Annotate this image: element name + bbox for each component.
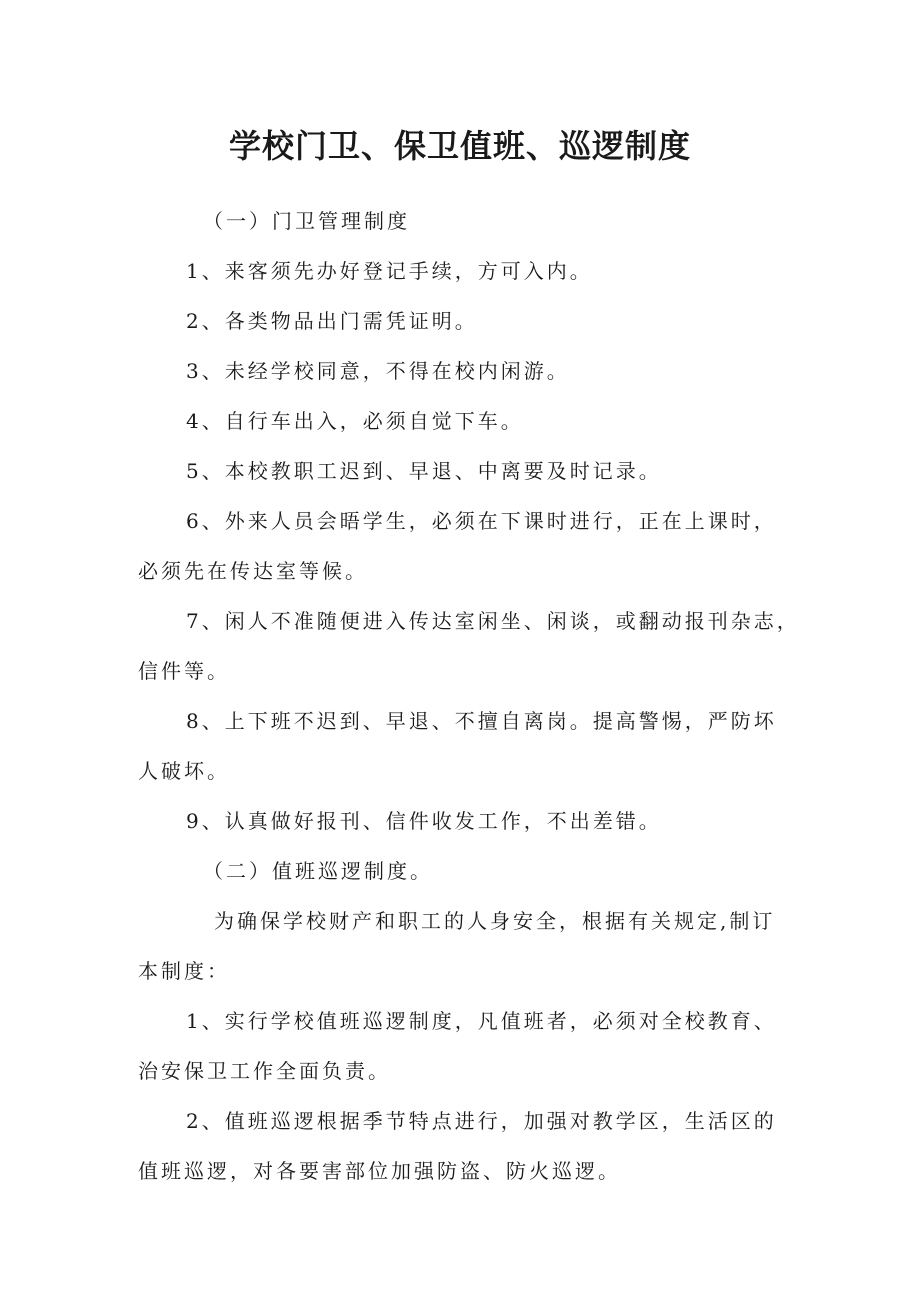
rule-item: 8、上下班不迟到、早退、不擅自离岗。提高警惕，严防坏: [186, 709, 777, 733]
rule-item: 3、未经学校同意，不得在校内闲游。: [186, 359, 570, 383]
section-heading: （二）值班巡逻制度。: [203, 859, 433, 883]
rule-item-continuation: 人破坏。: [138, 759, 230, 783]
section-heading: （一）门卫管理制度: [203, 209, 410, 233]
intro-paragraph: 为确保学校财产和职工的人身安全，根据有关规定,制订: [214, 909, 776, 933]
rule-item-continuation: 信件等。: [138, 659, 230, 683]
document-title: 学校门卫、保卫值班、巡逻制度: [228, 127, 691, 165]
rule-item: 1、实行学校值班巡逻制度，凡值班者，必须对全校教育、: [186, 1009, 777, 1033]
rule-item: 7、闲人不准随便进入传达室闲坐、闲谈，或翻动报刊杂志，: [186, 609, 800, 633]
rule-item: 2、各类物品出门需凭证明。: [186, 309, 478, 333]
rule-item: 4、自行车出入，必须自觉下车。: [186, 409, 524, 433]
rule-item-continuation: 值班巡逻，对各要害部位加强防盗、防火巡逻。: [138, 1159, 621, 1183]
rule-item: 1、来客须先办好登记手续，方可入内。: [186, 259, 593, 283]
rule-item: 5、本校教职工迟到、早退、中离要及时记录。: [186, 459, 662, 483]
rule-item: 9、认真做好报刊、信件收发工作，不出差错。: [186, 809, 662, 833]
rule-item: 6、外来人员会晤学生，必须在下课时进行，正在上课时，: [186, 509, 777, 533]
rule-item-continuation: 治安保卫工作全面负责。: [138, 1059, 391, 1083]
rule-item: 2、值班巡逻根据季节特点进行，加强对教学区，生活区的: [186, 1109, 777, 1133]
document-body: [138, 196, 798, 1196]
rule-item-continuation: 必须先在传达室等候。: [138, 559, 368, 583]
intro-paragraph-continuation: 本制度：: [138, 959, 230, 983]
